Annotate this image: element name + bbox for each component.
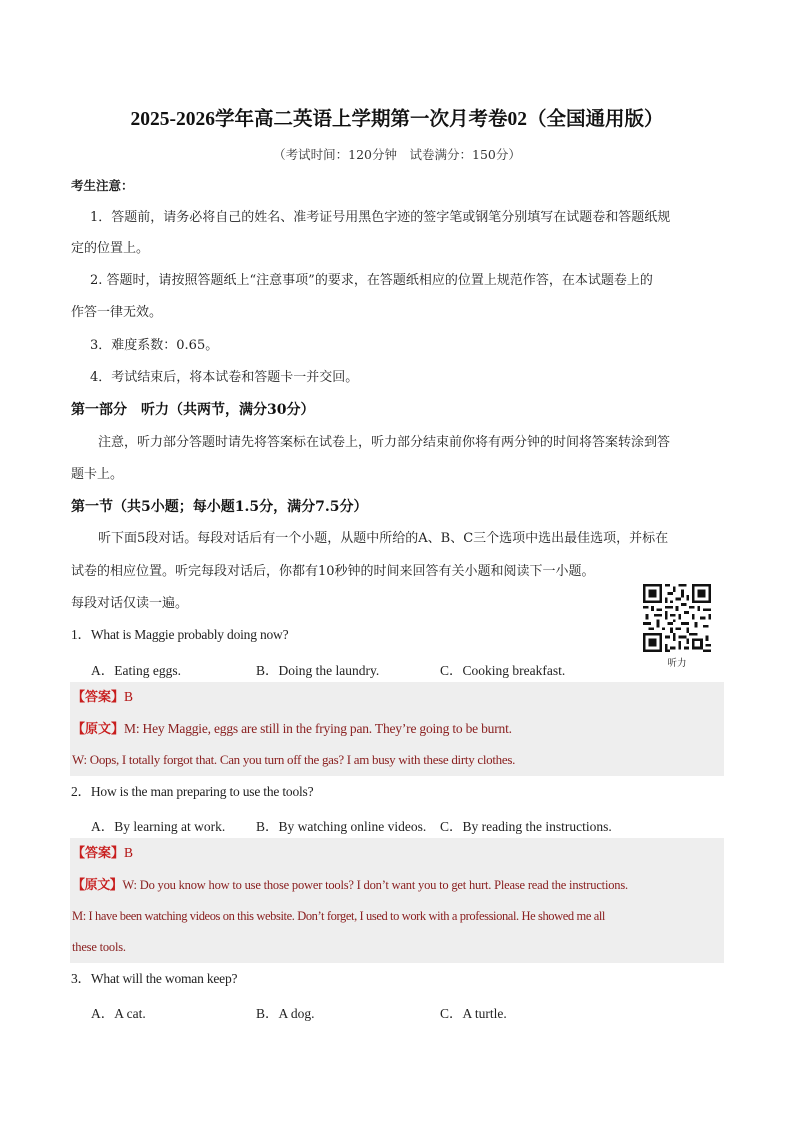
section1-instructions-cont2: 每段对话仅读一遍。 [71,596,189,611]
question-2-transcript-line-3: these tools. [72,940,126,954]
question-2-transcript: 【原文】W: Do you know how to use those power tools? I don’t want you to get hurt. Please read the instructions. [72,878,628,893]
question-3-stem: 3．What will the woman keep? [71,971,238,986]
notice-item-2: 2. 答题时，请按照答题纸上“注意事项”的要求，在答题纸相应的位置上规范作答，在本试题卷上的 [90,273,653,288]
notice-item-1-cont: 定的位置上。 [71,241,150,256]
question-2-answer: 【答案】B [72,845,133,861]
question-3-option-a: A．A cat. [91,1006,146,1021]
section1-instructions-cont: 试卷的相应位置。听完每段对话后，你都有10秒钟的时间来回答有关小题和阅读下一小题。 [71,564,595,579]
notice-heading: 考生注意： [71,178,134,193]
question-1-option-b: B．Doing the laundry. [256,663,380,678]
question-2-option-b: B．By watching online videos. [256,819,427,834]
question-1-option-a: A．Eating eggs. [91,663,181,678]
notice-item-1: 1．答题前，请务必将自己的姓名、准考证号用黑色字迹的签字笔或钢笔分别填写在试题卷和答题纸规 [90,210,671,225]
section1-instructions: 听下面5段对话。每段对话后有一个小题，从题中所给的A、B、C三个选项中选出最佳选项，并标在 [98,531,669,546]
notice-item-4: 4．考试结束后，将本试卷和答题卡一并交回。 [90,370,359,385]
question-1-option-c: C．Cooking breakfast. [440,663,566,678]
question-1-stem: 1．What is Maggie probably doing now? [71,627,289,642]
section1-heading: 第一节（共5小题；每小题1.5分，满分7.5分） [71,499,368,515]
qr-code-icon [643,584,711,652]
question-3-option-b: B．A dog. [256,1006,315,1021]
part1-heading: 第一部分 听力（共两节，满分30分） [71,402,315,418]
question-2-answer-box [70,838,724,963]
question-1-transcript: 【原文】M: Hey Maggie, eggs are still in the frying pan. They’re going to be burnt. [72,721,512,737]
part1-note: 注意，听力部分答题时请先将答案标在试卷上，听力部分结束前你将有两分钟的时间将答案转涂到答 [98,435,671,450]
question-3-option-c: C．A turtle. [440,1006,507,1021]
page-title: 2025-2026学年高二英语上学期第一次月考卷02（全国通用版） [130,109,664,130]
question-2-stem: 2．How is the man preparing to use the tools? [71,784,314,799]
question-2-option-a: A．By learning at work. [91,819,226,834]
question-2-transcript-line-2: M: I have been watching videos on this website. Don’t forget, I used to work with a professional. He showed me all [72,909,605,923]
qr-label: 听力 [667,658,687,669]
question-2-option-c: C．By reading the instructions. [440,819,612,834]
question-1-answer-box [70,682,724,776]
question-1-transcript-line-2: W: Oops, I totally forgot that. Can you turn off the gas? I am busy with these dirty clothes. [72,752,516,767]
notice-item-2-cont: 作答一律无效。 [71,305,163,320]
part1-note-cont: 题卡上。 [71,467,124,482]
notice-item-3: 3．难度系数：0.65。 [90,338,219,353]
exam-subtitle: （考试时间：120分钟 试卷满分：150分） [273,147,521,162]
question-1-answer: 【答案】B [72,689,133,705]
